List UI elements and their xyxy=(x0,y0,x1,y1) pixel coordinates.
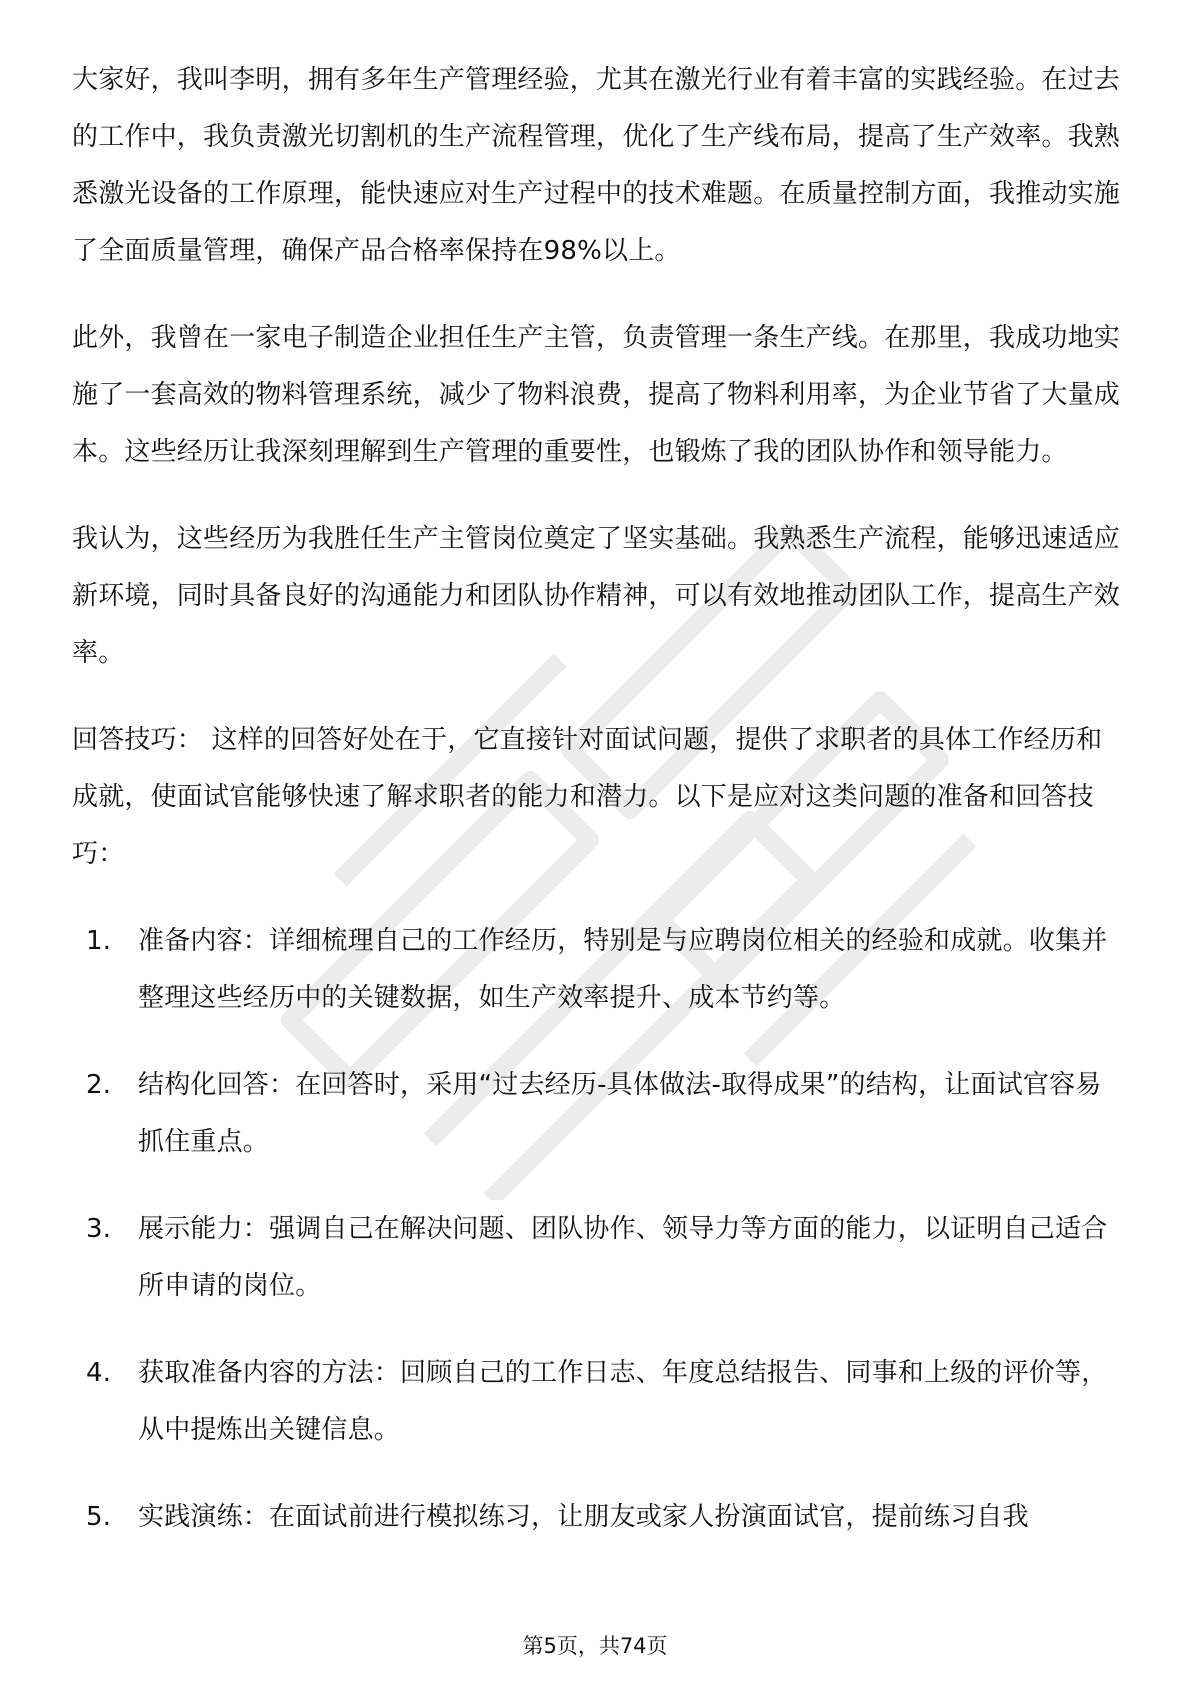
list-text: 准备内容：详细梳理自己的工作经历，特别是与应聘岗位相关的经验和成就。收集并整理这些经历中的关键数据，如生产效率提升、成本节约等。 xyxy=(138,926,1108,1013)
list-text: 获取准备内容的方法：回顾自己的工作日志、年度总结报告、同事和上级的评价等，从中提炼出关键信息。 xyxy=(138,1358,1108,1445)
document-body xyxy=(72,52,1122,1576)
list-item xyxy=(72,1057,1122,1171)
paragraph-intro: 大家好，我叫李明，拥有多年生产管理经验，尤其在激光行业有着丰富的实践经验。在过去的工作中，我负责激光切割机的生产流程管理，优化了生产线布局，提高了生产效率。我熟悉激光设备的工作原理，能快速应对生产过程中的技术难题。在质量控制方面，我推动实施了全面质量管理，确保产品合格率保持在98%以上。 xyxy=(72,65,1121,266)
list-text: 实践演练：在面试前进行模拟练习，让朋友或家人扮演面试官，提前练习自我 xyxy=(138,1502,1029,1532)
paragraph-experience: 此外，我曾在一家电子制造企业担任生产主管，负责管理一条生产线。在那里，我成功地实施了一套高效的物料管理系统，减少了物料浪费，提高了物料利用率，为企业节省了大量成本。这些经历让我深刻理解到生产管理的重要性，也锻炼了我的团队协作和领导能力。 xyxy=(72,323,1121,467)
list-number: 3. xyxy=(86,1214,112,1244)
list-number: 1. xyxy=(86,926,112,956)
tips-list xyxy=(72,913,1122,1546)
list-item xyxy=(72,1345,1122,1459)
list-text: 展示能力：强调自己在解决问题、团队协作、领导力等方面的能力，以证明自己适合所申请的岗位。 xyxy=(138,1214,1108,1301)
paragraph-tips-intro: 回答技巧： 这样的回答好处在于，它直接针对面试问题，提供了求职者的具体工作经历和成就，使面试官能够快速了解求职者的能力和潜力。以下是应对这类问题的准备和回答技巧： xyxy=(72,725,1103,869)
list-item xyxy=(72,1201,1122,1315)
list-item xyxy=(72,1489,1122,1546)
list-number: 4. xyxy=(86,1358,112,1388)
page-footer: 第5页，共74页 xyxy=(522,1634,668,1658)
list-item xyxy=(72,913,1122,1027)
paragraph-conclusion: 我认为，这些经历为我胜任生产主管岗位奠定了坚实基础。我熟悉生产流程，能够迅速适应新环境，同时具备良好的沟通能力和团队协作精神，可以有效地推动团队工作，提高生产效率。 xyxy=(72,524,1121,668)
list-number: 2. xyxy=(86,1070,112,1100)
list-number: 5. xyxy=(86,1502,112,1532)
list-text: 结构化回答：在回答时，采用“过去经历-具体做法-取得成果”的结构，让面试官容易抓住重点。 xyxy=(138,1070,1102,1157)
